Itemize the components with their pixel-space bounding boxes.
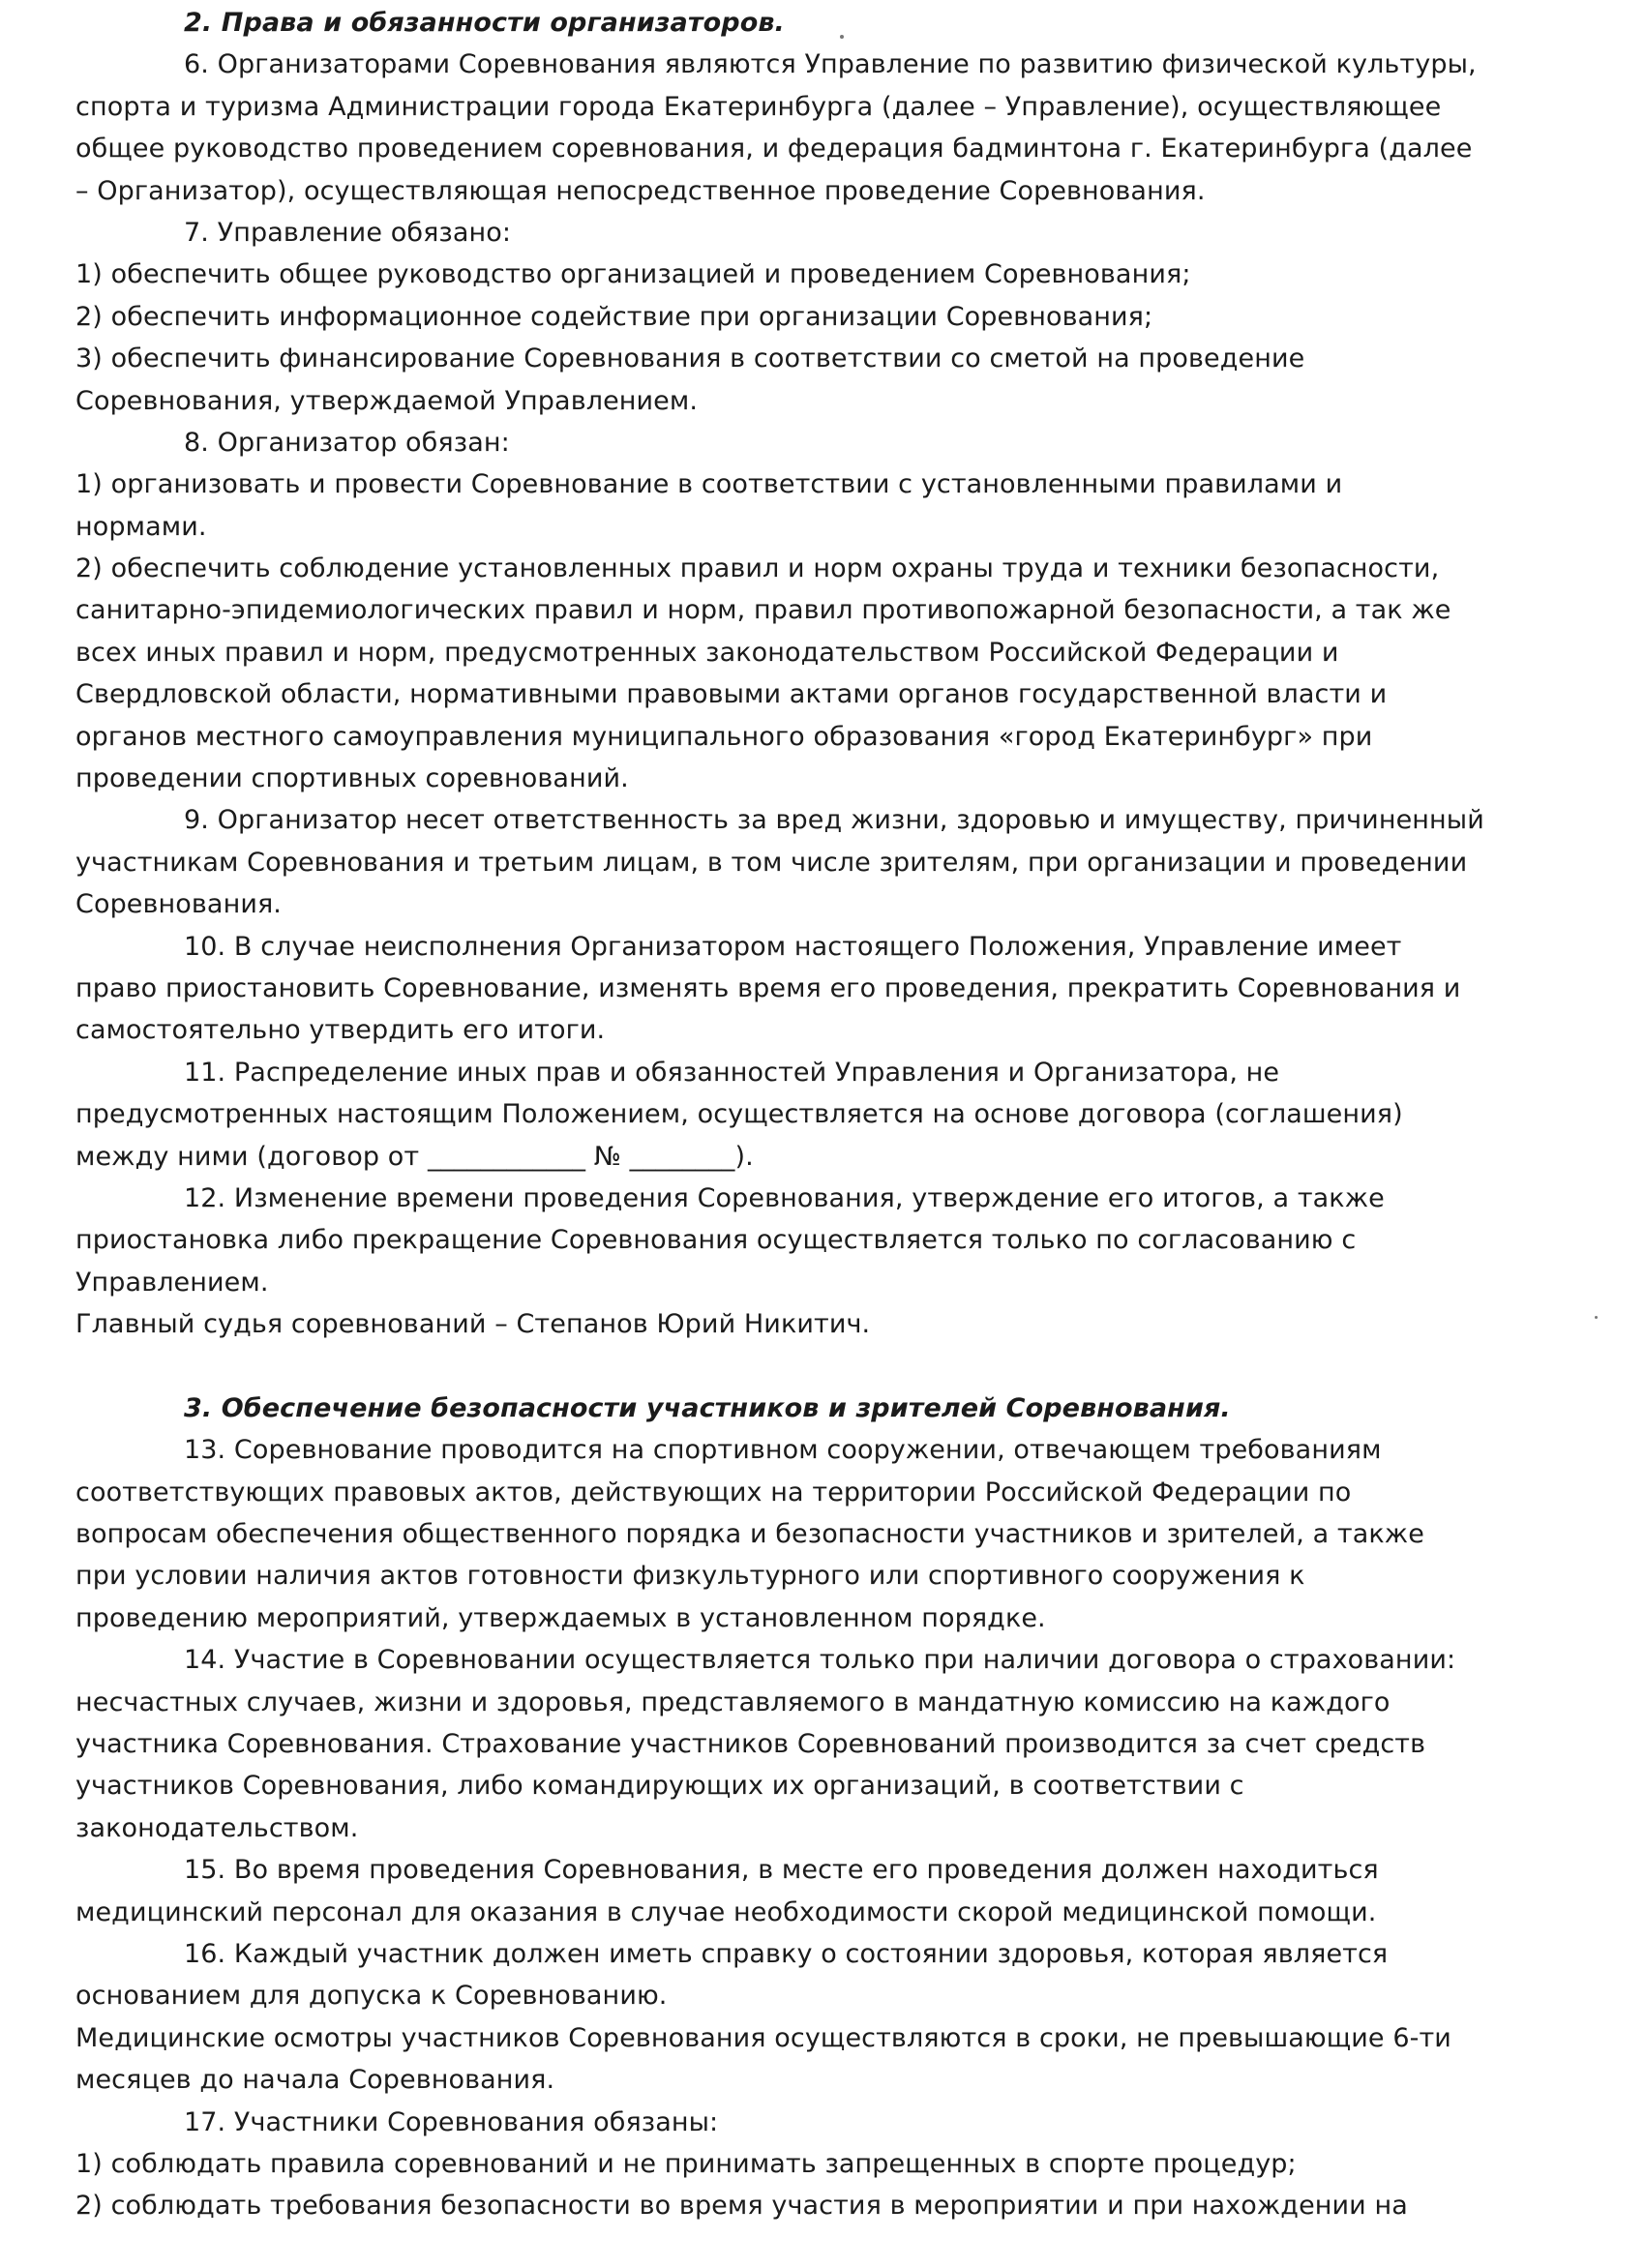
chief-judge-line: Главный судья соревнований – Степанов Юрий Никитич. — [75, 1309, 871, 1340]
paragraph-12-line: приостановка либо прекращение Соревнования осуществляется только по согласованию с — [75, 1225, 1357, 1256]
paragraph-14-line: несчастных случаев, жизни и здоровья, представляемого в мандатную комиссию на каждого — [75, 1686, 1391, 1717]
paragraph-7-line: 7. Управление обязано: — [184, 217, 512, 248]
paragraph-16-line: Медицинские осмотры участников Соревнования осуществляются в сроки, не превышающие 6-ти — [75, 2022, 1451, 2053]
paragraph-8-line: Свердловской области, нормативными правовыми актами органов государственной власти и — [75, 679, 1388, 710]
blank-line — [75, 1346, 1546, 1388]
paragraph-12-line: 12. Изменение времени проведения Соревнования, утверждение его итогов, а также — [184, 1182, 1385, 1213]
paragraph-13-line: 13. Соревнование проводится на спортивном сооружении, отвечающем требованиям — [184, 1435, 1382, 1466]
paragraph-11-line: между ними (договор от ____________ № ________). — [75, 1141, 754, 1172]
paragraph-10-line: самостоятельно утвердить его итоги. — [75, 1015, 606, 1046]
paragraph-14-line: законодательством. — [75, 1812, 359, 1843]
paragraph-15-line: медицинский персонал для оказания в случае необходимости скорой медицинской помощи. — [75, 1896, 1377, 1927]
paragraph-9-line: Соревнования. — [75, 889, 282, 920]
paragraph-8-line: санитарно-эпидемиологических правил и норм, правил противопожарной безопасности, а так же — [75, 595, 1451, 626]
paragraph-9-line: 9. Организатор несет ответственность за вред жизни, здоровью и имуществу, причиненный — [184, 805, 1484, 836]
paragraph-6-line: – Организатор), осуществляющая непосредственное проведение Соревнования. — [75, 175, 1206, 206]
paragraph-10-line: право приостановить Соревнование, изменять время его проведения, прекратить Соревнования и — [75, 972, 1461, 1003]
paragraph-13-line: проведению мероприятий, утверждаемых в установленном порядке. — [75, 1602, 1046, 1633]
paragraph-15-line: 15. Во время проведения Соревнования, в месте его проведения должен находиться — [184, 1855, 1379, 1886]
paragraph-13-line: вопросам обеспечения общественного порядка и безопасности участников и зрителей, а также — [75, 1519, 1424, 1550]
paragraph-11-line: 11. Распределение иных прав и обязанностей Управления и Организатора, не — [184, 1057, 1280, 1088]
paragraph-8-line: 2) обеспечить соблюдение установленных правил и норм охраны труда и техники безопасности, — [75, 553, 1440, 584]
paragraph-7-line: 3) обеспечить финансирование Соревнования в соответствии со сметой на проведение — [75, 343, 1305, 374]
paragraph-7-line: Соревнования, утверждаемой Управлением. — [75, 385, 699, 416]
document-page — [75, 0, 1546, 2268]
paragraph-14-line: 14. Участие в Соревновании осуществляется только при наличии договора о страховании: — [184, 1645, 1456, 1676]
paragraph-14-line: участника Соревнования. Страхование участников Соревнований производится за счет средств — [75, 1729, 1426, 1760]
paragraph-12-line: Управлением. — [75, 1267, 269, 1298]
paragraph-8-line: органов местного самоуправления муниципального образования «город Екатеринбург» при — [75, 721, 1373, 752]
section-2-heading: 2. Права и обязанности организаторов. — [184, 8, 785, 38]
paragraph-10-line: 10. В случае неисполнения Организатором настоящего Положения, Управление имеет — [184, 931, 1402, 962]
paragraph-13-line: соответствующих правовых актов, действующих на территории Российской Федерации по — [75, 1477, 1352, 1507]
paragraph-7-line: 1) обеспечить общее руководство организацией и проведением Соревнования; — [75, 259, 1191, 290]
paragraph-6-line: общее руководство проведением соревнования, и федерация бадминтона г. Екатеринбурга (далее — [75, 134, 1473, 164]
paragraph-8-line: 8. Организатор обязан: — [184, 427, 510, 458]
paragraph-7-line: 2) обеспечить информационное содействие при организации Соревнования; — [75, 301, 1153, 332]
section-3-heading: 3. Обеспечение безопасности участников и зрителей Соревнования. — [184, 1392, 1231, 1423]
paragraph-13-line: при условии наличия актов готовности физкультурного или спортивного сооружения к — [75, 1561, 1305, 1592]
paragraph-8-line: всех иных правил и норм, предусмотренных законодательством Российской Федерации и — [75, 637, 1339, 668]
paragraph-17-line: 2) соблюдать требования безопасности во время участия в мероприятии и при нахождении на — [75, 2191, 1408, 2222]
paragraph-6-line: 6. Организаторами Соревнования являются Управление по развитию физической культуры, — [184, 49, 1477, 80]
paragraph-16-line: 16. Каждый участник должен иметь справку о состоянии здоровья, которая является — [184, 1938, 1389, 1969]
paragraph-16-line: основанием для допуска к Соревнованию. — [75, 1981, 668, 2012]
paragraph-8-line: проведении спортивных соревнований. — [75, 763, 629, 794]
paragraph-6-line: спорта и туризма Администрации города Екатеринбурга (далее – Управление), осуществляющее — [75, 91, 1442, 122]
paragraph-16-line: месяцев до начала Соревнования. — [75, 2065, 555, 2096]
paragraph-8-line: 1) организовать и провести Соревнование в соответствии с установленными правилами и — [75, 469, 1343, 500]
scan-speck — [1595, 1316, 1598, 1319]
paragraph-9-line: участникам Соревнования и третьим лицам, в том числе зрителям, при организации и проведении — [75, 847, 1468, 878]
paragraph-17-line: 17. Участники Соревнования обязаны: — [184, 2106, 719, 2137]
scan-speck — [840, 35, 844, 39]
paragraph-8-line: нормами. — [75, 511, 207, 542]
paragraph-17-line: 1) соблюдать правила соревнований и не принимать запрещенных в спорте процедур; — [75, 2148, 1297, 2179]
paragraph-14-line: участников Соревнования, либо командирующих их организаций, в соответствии с — [75, 1771, 1244, 1802]
paragraph-11-line: предусмотренных настоящим Положением, осуществляется на основе договора (соглашения) — [75, 1099, 1403, 1130]
